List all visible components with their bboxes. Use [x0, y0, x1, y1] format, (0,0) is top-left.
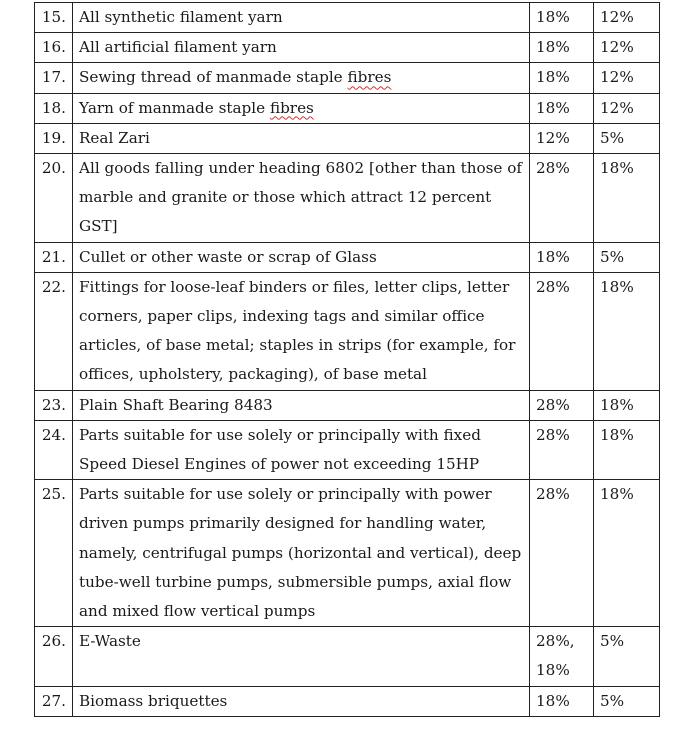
- table-row: [35, 390, 660, 420]
- new-rate-cell: 12%: [594, 33, 660, 63]
- table-row: [35, 627, 660, 686]
- new-rate-cell: 18%: [594, 420, 660, 479]
- description-text: Real Zari: [79, 128, 150, 147]
- old-rate-cell: 28%: [530, 272, 594, 390]
- description-text: Cullet or other waste or scrap of Glass: [79, 247, 377, 266]
- new-rate-cell: 5%: [594, 686, 660, 716]
- description-text: Parts suitable for use solely or principally with power driven pumps primarily designed for handling water, namely, centrifugal pumps (horizontal and vertical), deep tube-well turbine pumps, submersible pumps, axial flow and mixed flow vertical pumps: [79, 485, 522, 621]
- gst-rate-table: [34, 2, 660, 717]
- description-cell: [73, 420, 530, 479]
- description-text: All synthetic filament yarn: [79, 8, 283, 26]
- description-cell: [73, 93, 530, 123]
- table-row: [35, 242, 660, 272]
- description-cell: [73, 154, 530, 243]
- spellcheck-flagged-word: fibres: [347, 68, 392, 87]
- new-rate-cell: 18%: [594, 480, 660, 627]
- description-cell: [73, 686, 530, 716]
- serial-number-cell: 23.: [35, 390, 73, 420]
- new-rate-cell: 18%: [594, 154, 660, 243]
- serial-number-cell: 20.: [35, 154, 73, 243]
- new-rate-cell: 5%: [594, 627, 660, 686]
- serial-number-cell: 18.: [35, 93, 73, 123]
- spellcheck-flagged-word: fibres: [269, 98, 314, 117]
- new-rate-cell: 5%: [594, 242, 660, 272]
- old-rate-cell: 12%: [530, 123, 594, 153]
- description-cell: [73, 272, 530, 390]
- old-rate-cell: 28%, 18%: [530, 627, 594, 686]
- old-rate-cell: 18%: [530, 3, 594, 33]
- description-cell: [73, 480, 530, 627]
- new-rate-cell: 18%: [594, 390, 660, 420]
- serial-number-cell: 25.: [35, 480, 73, 627]
- serial-number-cell: 27.: [35, 686, 73, 716]
- old-rate-cell: 18%: [530, 93, 594, 123]
- description-cell: [73, 242, 530, 272]
- gst-rate-table-body: [35, 3, 660, 717]
- table-row: [35, 686, 660, 716]
- table-row: [35, 33, 660, 63]
- table-row: [35, 420, 660, 479]
- table-row: [35, 154, 660, 243]
- new-rate-cell: 18%: [594, 272, 660, 390]
- description-cell: [73, 627, 530, 686]
- description-cell: [73, 63, 530, 93]
- serial-number-cell: 26.: [35, 627, 73, 686]
- description-cell: [73, 33, 530, 63]
- table-row: [35, 123, 660, 153]
- old-rate-cell: 18%: [530, 63, 594, 93]
- description-cell: [73, 123, 530, 153]
- old-rate-cell: 28%: [530, 480, 594, 627]
- serial-number-cell: 24.: [35, 420, 73, 479]
- serial-number-cell: 22.: [35, 272, 73, 390]
- table-row: [35, 3, 660, 33]
- description-text: Parts suitable for use solely or principally with fixed Speed Diesel Engines of power not exceeding 15HP: [79, 425, 481, 474]
- description-text: Sewing thread of manmade staple: [79, 68, 348, 87]
- old-rate-cell: 28%: [530, 154, 594, 243]
- table-row: [35, 63, 660, 93]
- old-rate-cell: 28%: [530, 420, 594, 479]
- description-text: All artificial filament yarn: [79, 38, 277, 57]
- description-cell: [73, 3, 530, 33]
- old-rate-cell: 28%: [530, 390, 594, 420]
- serial-number-cell: 19.: [35, 123, 73, 153]
- serial-number-cell: 21.: [35, 242, 73, 272]
- new-rate-cell: 12%: [594, 93, 660, 123]
- table-row: [35, 480, 660, 627]
- description-text: Plain Shaft Bearing 8483: [79, 395, 273, 414]
- serial-number-cell: 17.: [35, 63, 73, 93]
- table-row: [35, 93, 660, 123]
- description-text: Biomass briquettes: [79, 691, 228, 710]
- table-row: [35, 272, 660, 390]
- serial-number-cell: 15.: [35, 3, 73, 33]
- old-rate-cell: 18%: [530, 686, 594, 716]
- description-text: Fittings for loose-leaf binders or files, letter clips, letter corners, paper clips, indexing tags and similar office articles, of base metal; staples in strips (for example, for offices, upholstery, packaging), of base metal: [79, 277, 516, 384]
- description-text: E-Waste: [79, 632, 141, 651]
- new-rate-cell: 5%: [594, 123, 660, 153]
- new-rate-cell: 12%: [594, 63, 660, 93]
- serial-number-cell: 16.: [35, 33, 73, 63]
- description-cell: [73, 390, 530, 420]
- old-rate-cell: 18%: [530, 33, 594, 63]
- old-rate-cell: 18%: [530, 242, 594, 272]
- new-rate-cell: 12%: [594, 3, 660, 33]
- description-text: Yarn of manmade staple: [79, 98, 270, 117]
- description-text: All goods falling under heading 6802 [other than those of marble and granite or those which attract 12 percent GST]: [79, 159, 522, 236]
